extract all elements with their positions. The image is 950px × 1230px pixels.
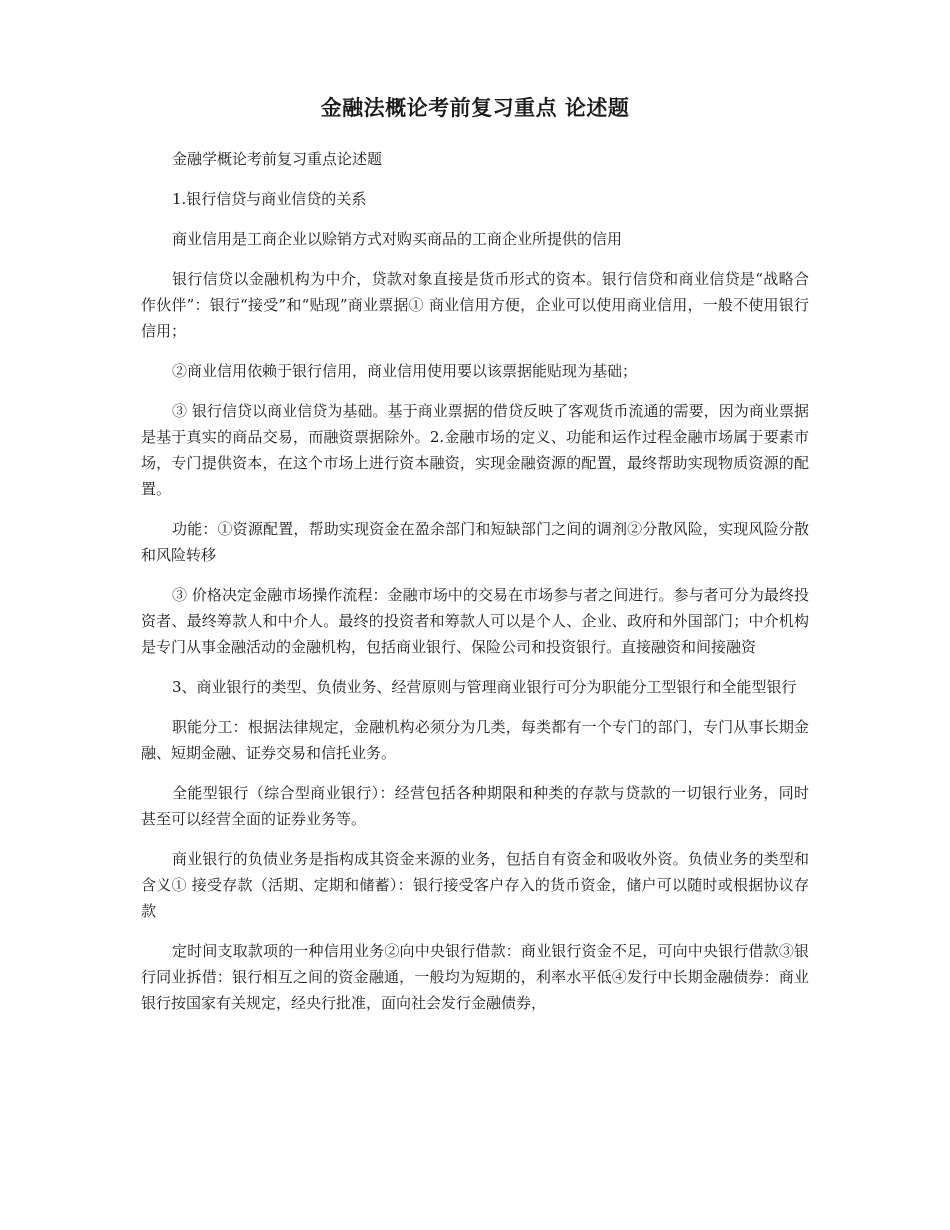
paragraph-price-discovery: ③ 价格决定金融市场操作流程：金融市场中的交易在市场参与者之间进行。参与者可分为最终投资者、最终筹款人和中介人。最终的投资者和筹款人可以是个人、企业、政府和外国部门；中介机构是专门从事金融活动的金融机构，包括商业银行、保险公司和投资银行。直接融资和间接融资 [141, 586, 809, 656]
document-title: 金融法概论考前复习重点 论述题 [320, 95, 630, 120]
paragraph-point-2: ②商业信用依赖于银行信用，商业信用使用要以该票据能贴现为基础； [172, 362, 638, 380]
paragraph-point-3: ③ 银行信贷以商业信贷为基础。基于商业票据的借贷反映了客观货币流通的需要，因为商业票据是基于真实的商品交易，而融资票据除外。2.金融市场的定义、功能和运作过程金融市场属于要素市场，专门提供资本，在这个市场上进行资本融资，实现金融资源的配置，最终帮助实现物质资源的配置。 [141, 402, 809, 498]
paragraph-section-1-heading: 1.银行信贷与商业信贷的关系 [172, 190, 367, 208]
paragraph-liability-business: 商业银行的负债业务是指构成其资金来源的业务，包括自有资金和吸收外资。负债业务的类型和含义① 接受存款（活期、定期和储蓄）：银行接受客户存入的货币资金，储户可以随时或根据协议存款 [141, 850, 809, 920]
paragraph-liability-types: 定时间支取款项的一种信用业务②向中央银行借款：商业银行资金不足，可向中央银行借款③银行同业拆借：银行相互之间的资金融通，一般均为短期的，利率水平低④发行中长期金融债券：商业银行按国家有关规定，经央行批准，面向社会发行金融债券， [141, 942, 809, 1012]
paragraph-commercial-credit: 商业信用是工商企业以赊销方式对购买商品的工商企业所提供的信用 [172, 230, 623, 248]
paragraph-functional-division: 职能分工：根据法律规定，金融机构必须分为几类，每类都有一个专门的部门，专门从事长期金融、短期金融、证券交易和信托业务。 [141, 718, 809, 762]
paragraph-functions: 功能：①资源配置，帮助实现资金在盈余部门和短缺部门之间的调剂②分散风险，实现风险分散和风险转移 [141, 520, 809, 564]
paragraph-bank-credit: 银行信贷以金融机构为中介，贷款对象直接是货币形式的资本。银行信贷和商业信贷是“战略合作伙伴”：银行“接受”和“贴现”商业票据① 商业信用方便，企业可以使用商业信用，一般不使用银行信用； [141, 270, 809, 340]
paragraph-section-3-heading: 3、商业银行的类型、负债业务、经营原则与管理商业银行可分为职能分工型银行和全能型银行 [172, 678, 797, 696]
paragraph-universal-bank: 全能型银行（综合型商业银行）：经营包括各种期限和种类的存款与贷款的一切银行业务，同时甚至可以经营全面的证券业务等。 [141, 784, 809, 828]
document-body [141, 146, 809, 1030]
paragraph-subtitle: 金融学概论考前复习重点论述题 [172, 150, 383, 168]
